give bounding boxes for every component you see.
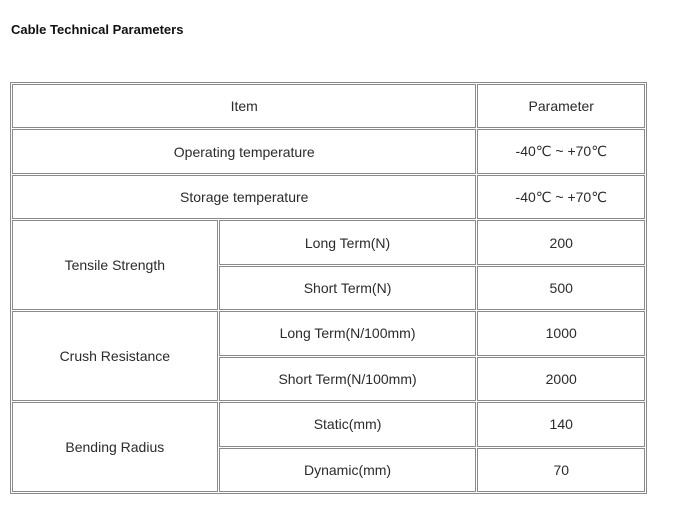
- value-bending-static: 140: [477, 402, 645, 446]
- value-crush-long-term: 1000: [477, 311, 645, 355]
- group-crush-resistance: Crush Resistance: [12, 311, 218, 401]
- sub-item-crush-long-term: Long Term(N/100mm): [219, 311, 477, 355]
- value-tensile-long-term: 200: [477, 220, 645, 264]
- table-row: [12, 129, 645, 173]
- table-header-row: [12, 84, 645, 128]
- value-bending-dynamic: 70: [477, 448, 645, 493]
- value-tensile-short-term: 500: [477, 266, 645, 310]
- table-row: [12, 220, 645, 264]
- header-parameter: Parameter: [477, 84, 645, 128]
- row-value-storage-temperature: -40℃ ~ +70℃: [477, 175, 645, 219]
- header-item: Item: [12, 84, 476, 128]
- sub-item-bending-static: Static(mm): [219, 402, 477, 446]
- sub-item-tensile-short-term: Short Term(N): [219, 266, 477, 310]
- sub-item-tensile-long-term: Long Term(N): [219, 220, 477, 264]
- row-item-operating-temperature: Operating temperature: [12, 129, 476, 173]
- group-tensile-strength: Tensile Strength: [12, 220, 218, 310]
- value-crush-short-term: 2000: [477, 357, 645, 401]
- table-row: [12, 175, 645, 219]
- sub-item-bending-dynamic: Dynamic(mm): [219, 448, 477, 493]
- group-bending-radius: Bending Radius: [12, 402, 218, 492]
- parameters-table: [10, 82, 647, 494]
- sub-item-crush-short-term: Short Term(N/100mm): [219, 357, 477, 401]
- page-title: Cable Technical Parameters: [11, 22, 184, 37]
- row-value-operating-temperature: -40℃ ~ +70℃: [477, 129, 645, 173]
- table-row: [12, 402, 645, 446]
- row-item-storage-temperature: Storage temperature: [12, 175, 476, 219]
- table-row: [12, 311, 645, 355]
